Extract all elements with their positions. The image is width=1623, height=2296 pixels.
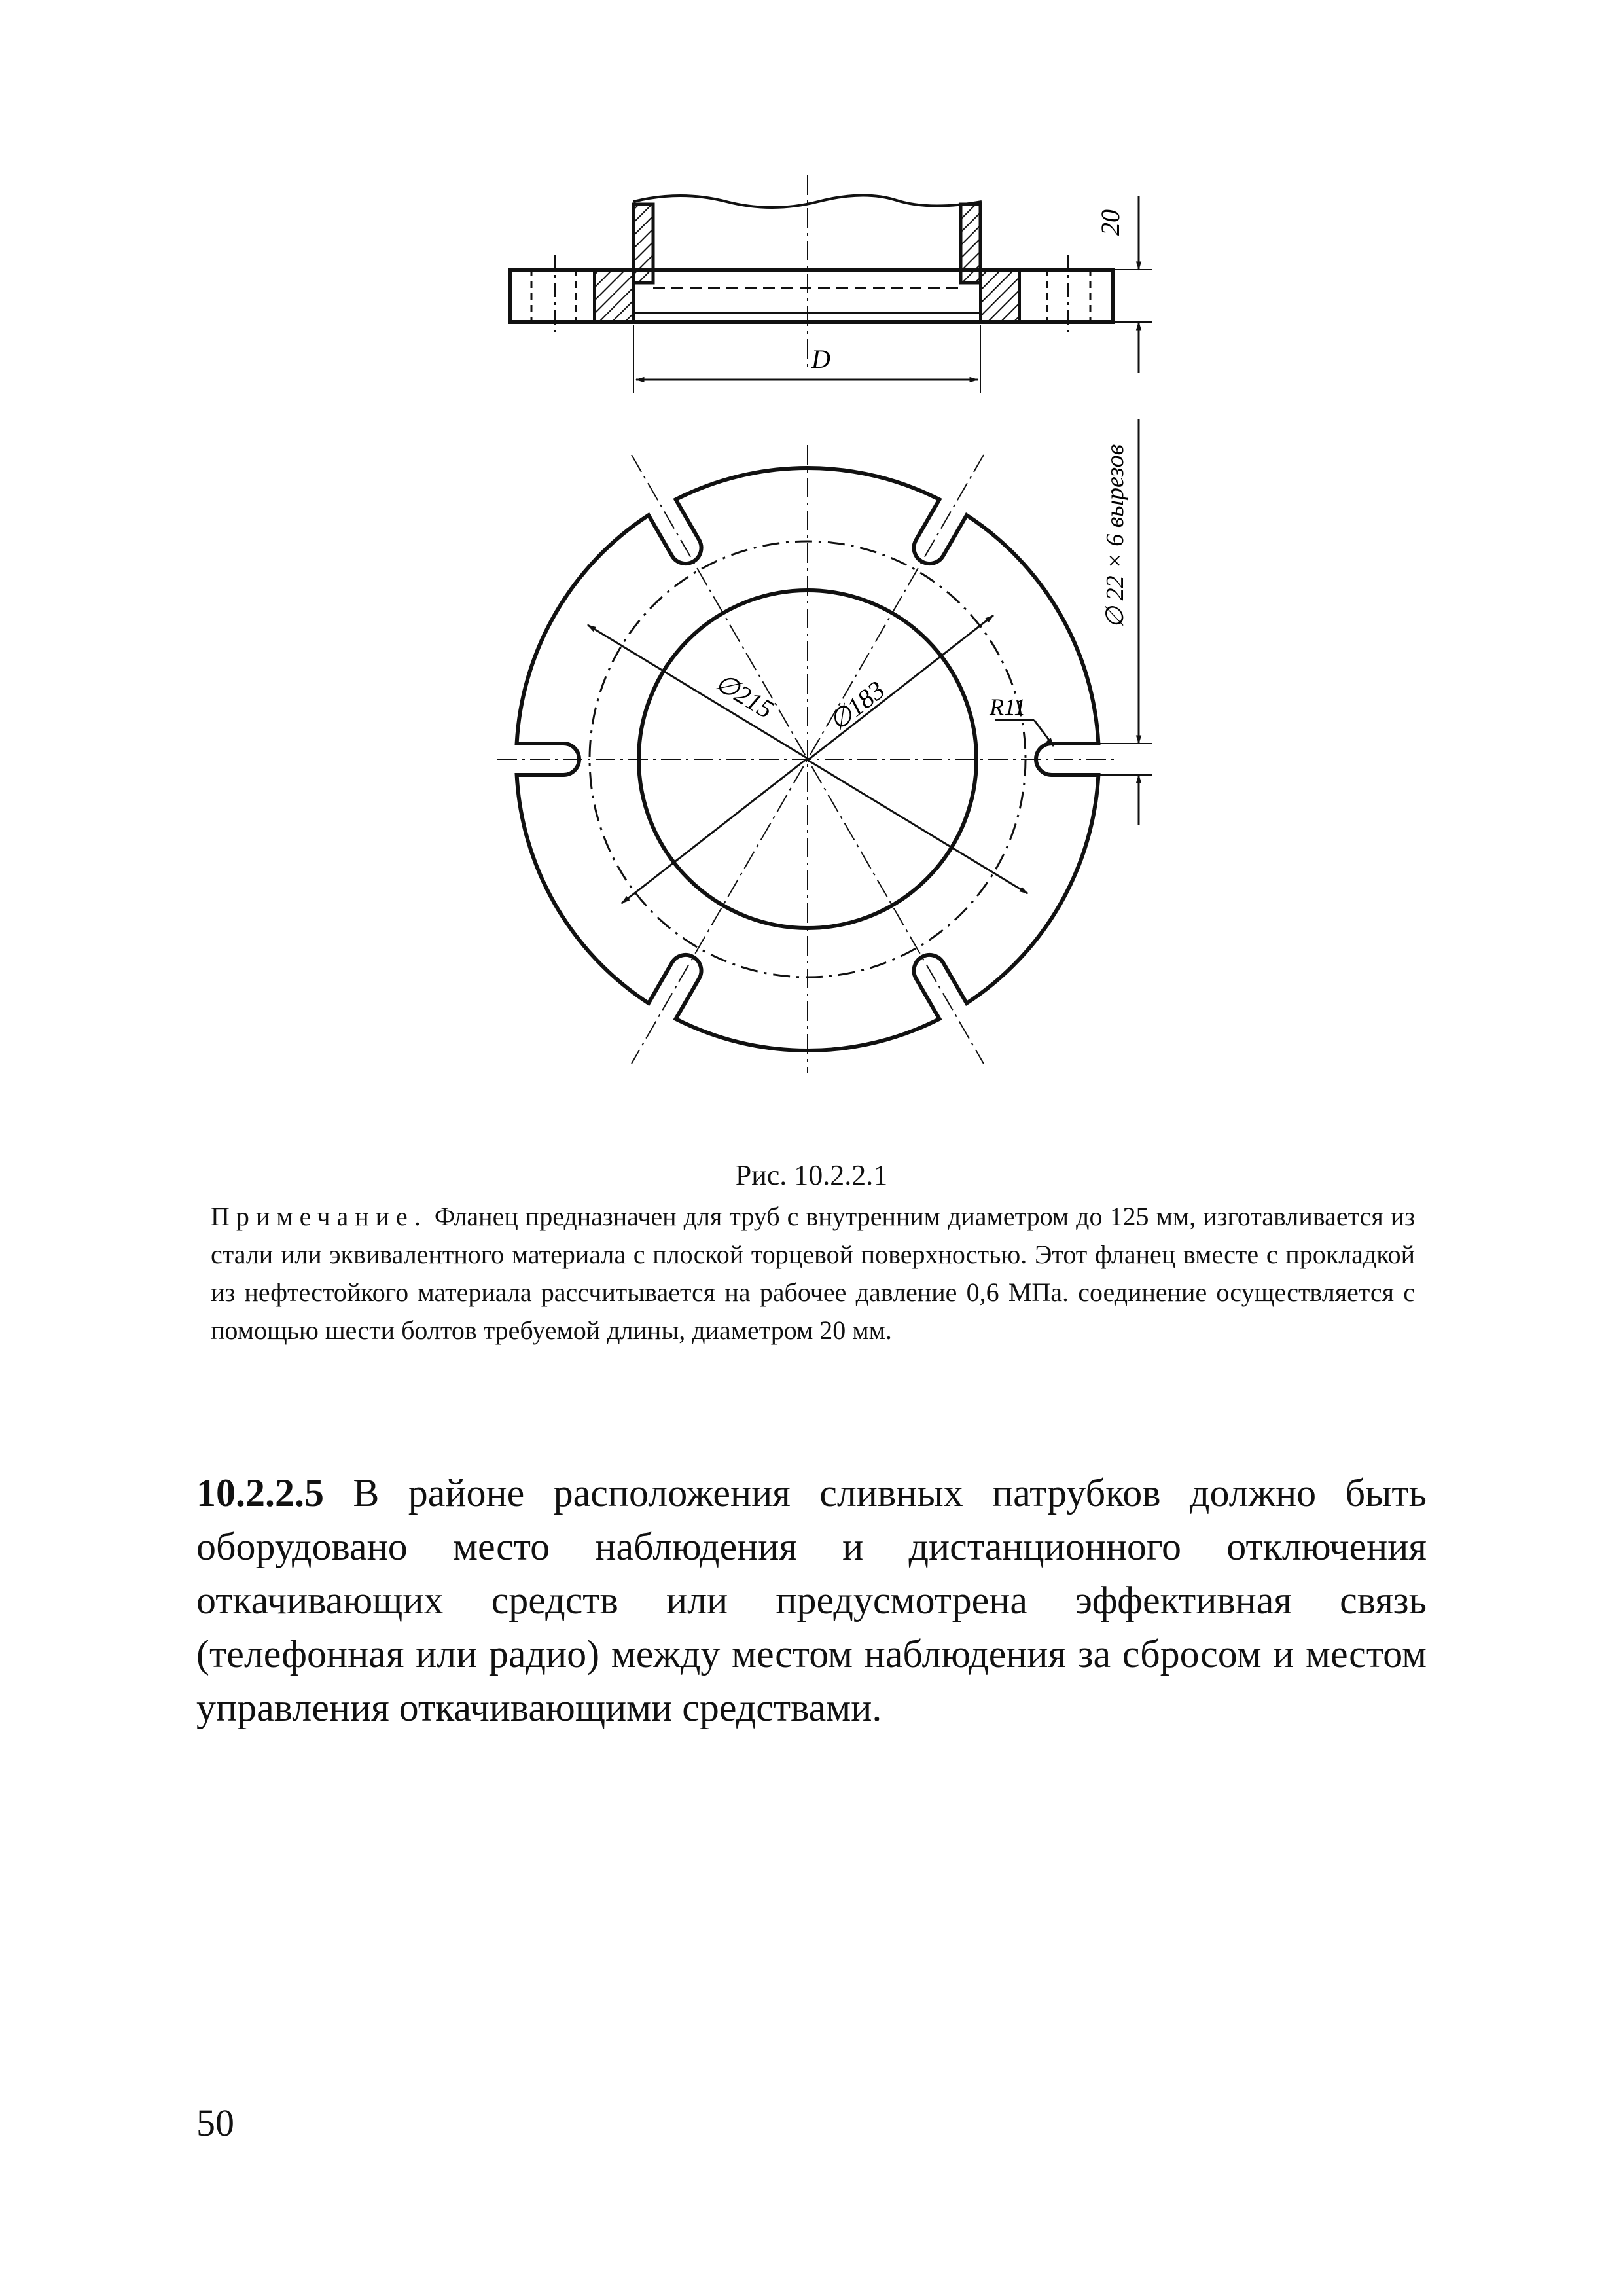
figure-caption: Рис. 10.2.2.1 xyxy=(735,1159,888,1191)
section-paragraph xyxy=(196,1466,1427,1734)
dim-outer-diameter-label: ∅215 xyxy=(710,667,779,725)
dim-cutouts-label: ∅ 22 × 6 вырезов xyxy=(1101,444,1129,628)
note-text: Фланец предназначен для труб с внутренним диаметром до 125 мм, изготавливается из стали или эквивалентного материала с плоской торцевой поверхностью. Этот фланец вместе с прокладкой из нефтестойкого материала рассчитывается на рабочее давление 0,6 МПа. соединение осуществляется с помощью шести болтов требуемой длины, диаметром 20 мм. xyxy=(211,1202,1416,1345)
section-text: В районе расположения сливных патрубков должно быть оборудовано место наблюдения и дистанционного отключения откачивающих средств или предусмотрена эффективная связь (телефонная или радио) между местом наблюдения за сбросом и местом управления откачивающими средствами. xyxy=(196,1471,1427,1729)
section-number: 10.2.2.5 xyxy=(196,1471,324,1515)
note-label: Примечание. xyxy=(211,1202,427,1231)
plan-view xyxy=(497,419,1152,1073)
dim-radius-label: R11 xyxy=(990,694,1026,720)
side-view xyxy=(510,175,1152,393)
dim-d-label: D xyxy=(812,344,830,374)
dim-bolt-circle-label: ∅183 xyxy=(823,675,891,737)
dim-20-label: 20 xyxy=(1096,209,1125,236)
figure-note xyxy=(211,1198,1415,1350)
page-number: 50 xyxy=(196,2102,234,2144)
